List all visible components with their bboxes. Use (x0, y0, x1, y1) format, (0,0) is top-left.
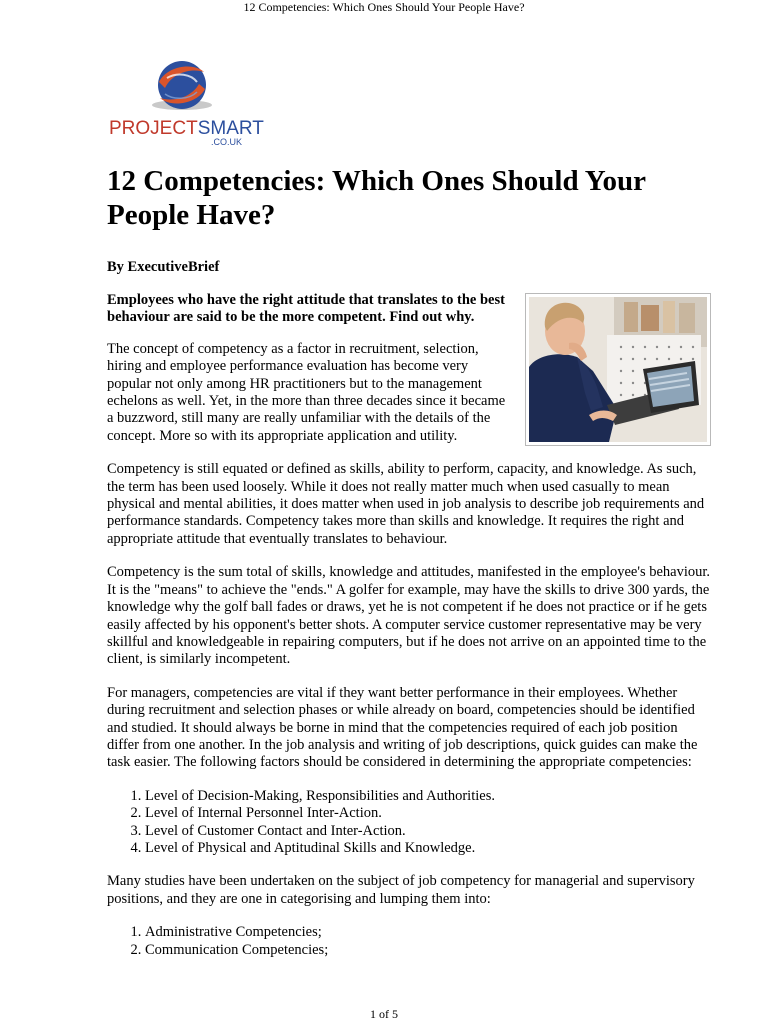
logo-text-domain: .CO.UK (211, 137, 243, 147)
logo-graphic (107, 58, 264, 148)
list-item: 3. Level of Customer Contact and Inter-Action. (145, 823, 711, 840)
logo-text-project: PROJECTSMART (109, 118, 264, 139)
article-paragraph-3: Competency is the sum total of skills, knowledge and attitudes, manifested in the employee's behaviour. It is the "means" to achieve the "ends." A golfer for example, may have the skills to drive 300 yards, the knowledge why the golf ball fades or draws, yet he is not competent if he does not practice or if he gets easily affected by his opponent's better shots. A computer service customer representative may be very skillful and knowledgeable in repairing computers, but if he does not arrive on an appointed time to the client, is similarly incompetent. (107, 564, 711, 668)
article-paragraph-1: The concept of competency as a factor in recruitment, selection, hiring and employee performance evaluation has become very popular not only among HR practitioners but to the management echelons as well. Yet, in the more than three decades since it became a buzzword, still many are really unfamiliar with the details of the concept. More so with its appropriate application and utility. (107, 340, 506, 444)
article-paragraph-2: Competency is still equated or defined as skills, ability to perform, capacity, and knowledge. As such, the term has been used loosely. While it does not really matter much when used casually to mean physical and mental abilities, it does matter when used in job analysis to describe job requirements and performance standards. Competency takes more than skills and knowledge. It requires the right and appropriate attitude that eventually translates to behaviour. (107, 461, 705, 547)
article (107, 164, 711, 975)
man-with-laptop-photo (529, 297, 707, 442)
list-item: 1. Administrative Competencies; (145, 924, 711, 941)
article-title: 12 Competencies: Which Ones Should Your People Have? (107, 165, 646, 231)
competency-factors-list (107, 788, 711, 858)
page-header-title: 12 Competencies: Which Ones Should Your People Have? (243, 0, 525, 14)
article-paragraph-5: Many studies have been undertaken on the subject of job competency for managerial and supervisory positions, and they are one in categorising and lumping them into: (107, 873, 695, 907)
projectsmart-logo[interactable] (107, 58, 264, 148)
article-intro: Employees who have the right attitude that translates to the best behaviour are said to be the more competent. Find out why. (107, 292, 505, 326)
page-indicator: 1 of 5 (370, 1007, 398, 1021)
competency-categories-list (107, 924, 711, 959)
list-item: 2. Communication Competencies; (145, 942, 711, 959)
article-paragraph-4: For managers, competencies are vital if they want better performance in their employees. Whether during recruitment and selection phases or while already on board, competencies should be identified and studied. It should always be borne in mind that the competencies required of each job position differ from one another. In the job analysis and writing of job descriptions, quick guides can make the task easier. The following factors should be considered in determining the appropriate competencies: (107, 684, 698, 771)
article-photo (525, 293, 711, 446)
list-item: 4. Level of Physical and Aptitudinal Skills and Knowledge. (145, 840, 711, 857)
logo-text-smart: SMART (197, 118, 264, 139)
article-byline: By ExecutiveBrief (107, 259, 220, 275)
list-item: 2. Level of Internal Personnel Inter-Action. (145, 805, 711, 822)
list-item: 1. Level of Decision-Making, Responsibilities and Authorities. (145, 788, 711, 805)
